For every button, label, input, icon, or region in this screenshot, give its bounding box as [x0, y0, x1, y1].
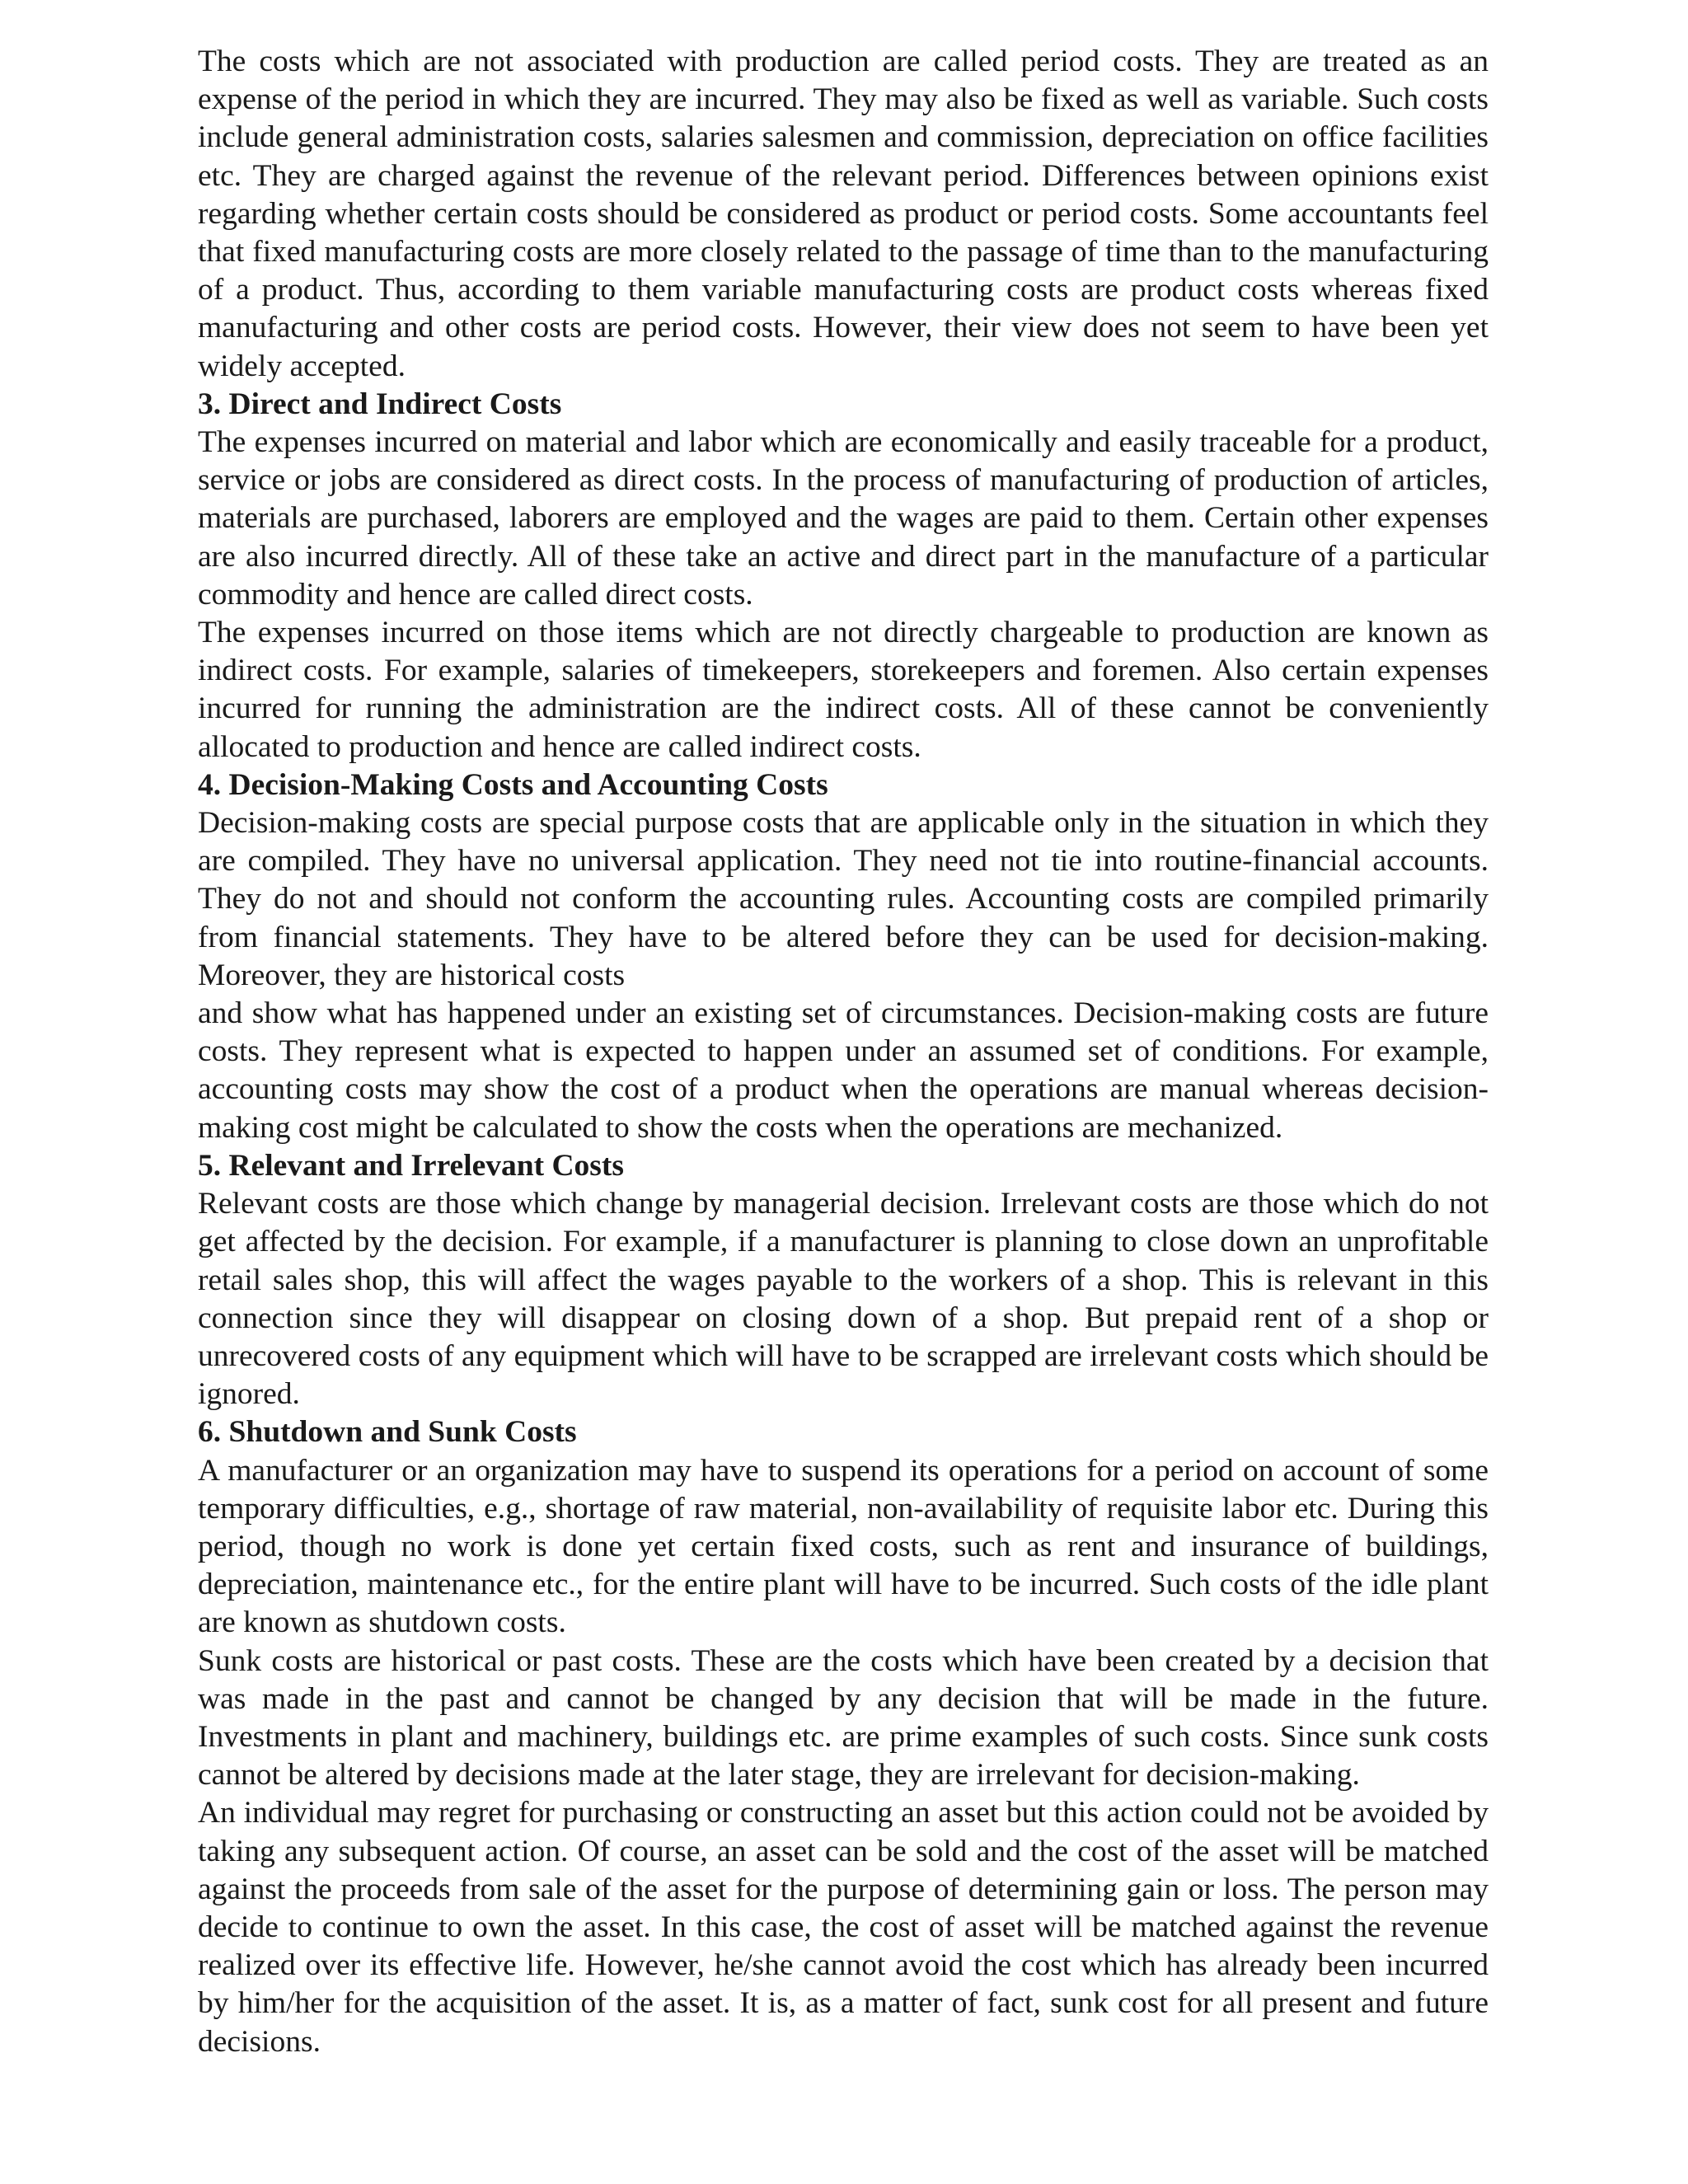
paragraph-decision-making-costs: Decision-making costs are special purpose costs that are applicable only in the situation in which they are compiled. They have no universal application. They need not tie into routine-financial accounts. They do not and should not conform the accounting rules. Accounting costs are compiled primarily from financial statements. They have to be altered before they can be used for decision-making. Moreover, they are historical costs — [198, 806, 1489, 992]
heading-shutdown-sunk-costs: 6. Shutdown and Sunk Costs — [198, 1415, 577, 1450]
heading-direct-indirect-costs: 3. Direct and Indirect Costs — [198, 387, 562, 421]
document-page — [198, 43, 1489, 2061]
paragraph-direct-costs: The expenses incurred on material and labor which are economically and easily traceable for a product, service or jobs are considered as direct costs. In the process of manufacturing of production of articles, materials are purchased, laborers are employed and the wages are paid to them. Certain other expenses are also incurred directly. All of these take an active and direct part in the manufacture of a particular commodity and hence are called direct costs. — [198, 425, 1489, 612]
heading-decision-accounting-costs: 4. Decision-Making Costs and Accounting Costs — [198, 767, 828, 802]
paragraph-shutdown-costs: A manufacturer or an organization may have to suspend its operations for a period on account of some temporary difficulties, e.g., shortage of raw material, non-availability of requisite labor etc. During this period, though no work is done yet certain fixed costs, such as rent and insurance of buildings, depreciation, maintenance etc., for the entire plant will have to be incurred. Such costs of the idle plant are known as shutdown costs. — [198, 1453, 1489, 1640]
paragraph-asset-regret: An individual may regret for purchasing or constructing an asset but this action could not be avoided by taking any subsequent action. Of course, an asset can be sold and the cost of the asset will be matched against the proceeds from sale of the asset for the purpose of determining gain or loss. The person may decide to continue to own the asset. In this case, the cost of asset will be matched against the revenue realized over its effective life. However, he/she cannot avoid the cost which has already been incurred by him/her for the acquisition of the asset. It is, as a matter of fact, sunk cost for all present and future decisions. — [198, 1796, 1489, 2059]
paragraph-relevant-costs: Relevant costs are those which change by managerial decision. Irrelevant costs are those which do not get affected by the decision. For example, if a manufacturer is planning to close down an unprofitable retail sales shop, this will affect the wages payable to the workers of a shop. This is relevant in this connection since they will disappear on closing down of a shop. But prepaid rent of a shop or unrecovered costs of any equipment which will have to be scrapped are irrelevant costs which should be ignored. — [198, 1187, 1489, 1412]
paragraph-sunk-costs: Sunk costs are historical or past costs. These are the costs which have been created by a decision that was made in the past and cannot be changed by any decision that will be made in the future. Investments in plant and machinery, buildings etc. are prime examples of such costs. Since sunk costs cannot be altered by decisions made at the later stage, they are irrelevant for decision-making. — [198, 1643, 1489, 1793]
paragraph-indirect-costs: The expenses incurred on those items which are not directly chargeable to production are known as indirect costs. For example, salaries of timekeepers, storekeepers and foremen. Also certain expenses incurred for running the administration are the indirect costs. All of these cannot be conveniently allocated to production and hence are called indirect costs. — [198, 616, 1489, 764]
paragraph-historical-future-costs: and show what has happened under an existing set of circumstances. Decision-making costs are future costs. They represent what is expected to happen under an assumed set of conditions. For example, accounting costs may show the cost of a product when the operations are manual whereas decision-making cost might be calculated to show the costs when the operations are mechanized. — [198, 996, 1489, 1145]
paragraph-period-costs: The costs which are not associated with production are called period costs. They are treated as an expense of the period in which they are incurred. They may also be fixed as well as variable. Such costs include general administration costs, salaries salesmen and commission, depreciation on office facilities etc. They are charged against the revenue of the relevant period. Differences between opinions exist regarding whether certain costs should be considered as product or period costs. Some accountants feel that fixed manufacturing costs are more closely related to the passage of time than to the manufacturing of a product. Thus, according to them variable manufacturing costs are product costs whereas fixed manufacturing and other costs are period costs. However, their view does not seem to have been yet widely accepted. — [198, 45, 1489, 383]
heading-relevant-irrelevant-costs: 5. Relevant and Irrelevant Costs — [198, 1148, 624, 1183]
